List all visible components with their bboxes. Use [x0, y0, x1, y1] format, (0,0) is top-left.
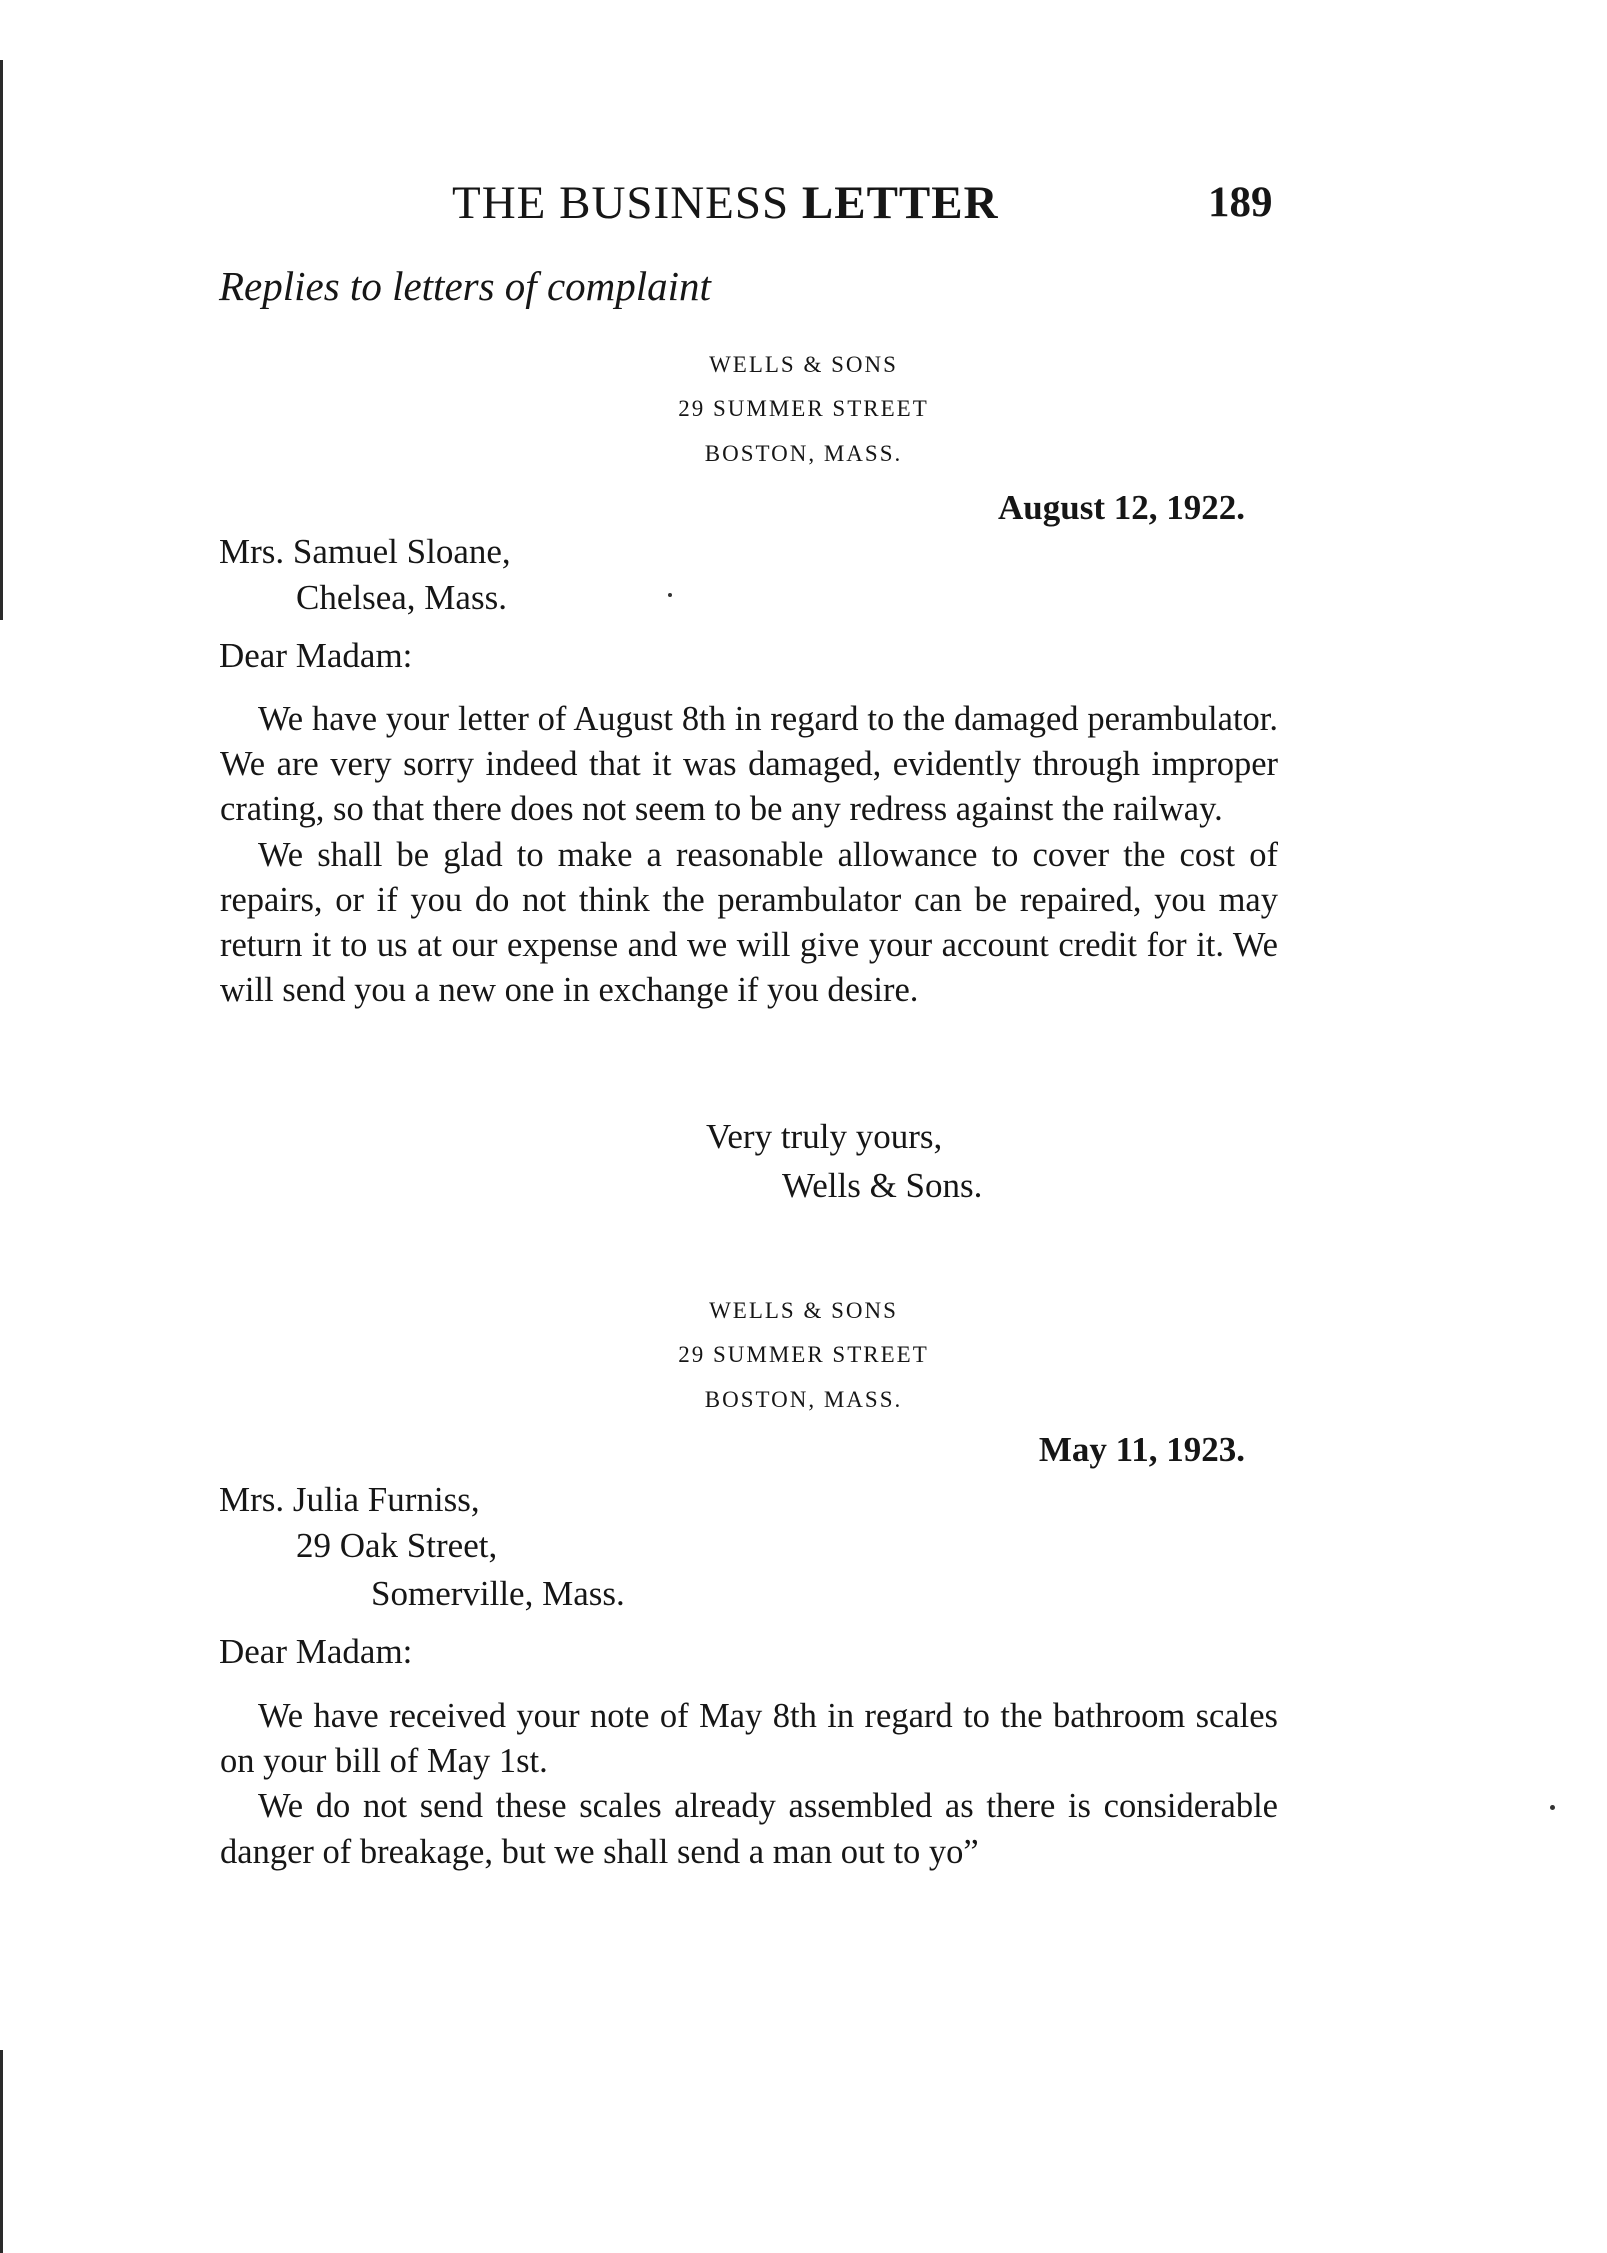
page-edge-shadow: [0, 60, 3, 620]
signature: Wells & Sons.: [782, 1166, 983, 1205]
letterhead-street: 29 SUMMER STREET: [678, 1342, 929, 1367]
salutation: Dear Madam:: [219, 636, 413, 675]
letter-body: [220, 697, 1278, 1013]
letterhead-street: 29 SUMMER STREET: [678, 396, 929, 421]
recipient-name: Mrs. Julia Furniss,: [219, 1480, 480, 1519]
body-paragraph: We have received your note of May 8th in regard to the bathroom scales on your bill of May 1st.: [220, 1697, 1278, 1781]
page-number: 189: [1208, 179, 1273, 226]
section-heading: Replies to letters of complaint: [219, 263, 711, 309]
speck: [668, 593, 672, 597]
page-edge-shadow-lower: [0, 2050, 3, 2253]
letter-date: May 11, 1923.: [1038, 1430, 1245, 1469]
letter-date: August 12, 1922.: [998, 488, 1245, 527]
recipient-name: Mrs. Samuel Sloane,: [219, 532, 511, 571]
recipient-city: Chelsea, Mass.: [296, 578, 507, 617]
body-paragraph: We do not send these scales already assembled as there is considerable danger of breakage, but we shall send a man out to yo”: [220, 1787, 1278, 1871]
running-title: THE BUSINESS LETTER: [452, 177, 999, 229]
letterhead-company: WELLS & SONS: [709, 1298, 898, 1323]
letterhead-city: BOSTON, MASS.: [704, 441, 903, 466]
salutation: Dear Madam:: [219, 1632, 413, 1671]
body-paragraph: We shall be glad to make a reasonable allowance to cover the cost of repairs, or if you do not think the perambulator can be repaired, you may return it to us at our expense and we will give your account credit for it. We will send you a new one in exchange if you desire.: [220, 835, 1278, 1010]
complimentary-close: Very truly yours,: [706, 1117, 943, 1156]
speck: [1550, 1805, 1555, 1810]
letterhead-company: WELLS & SONS: [709, 352, 898, 377]
letter-body: [220, 1694, 1278, 1875]
body-paragraph: We have your letter of August 8th in regard to the damaged perambulator. We are very sorry indeed that it was damaged, evidently through improper crating, so that there does not seem to be any redress against the railway.: [220, 700, 1278, 829]
letterhead-city: BOSTON, MASS.: [704, 1387, 903, 1412]
recipient-city: Somerville, Mass.: [371, 1574, 625, 1613]
recipient-street: 29 Oak Street,: [296, 1526, 498, 1565]
